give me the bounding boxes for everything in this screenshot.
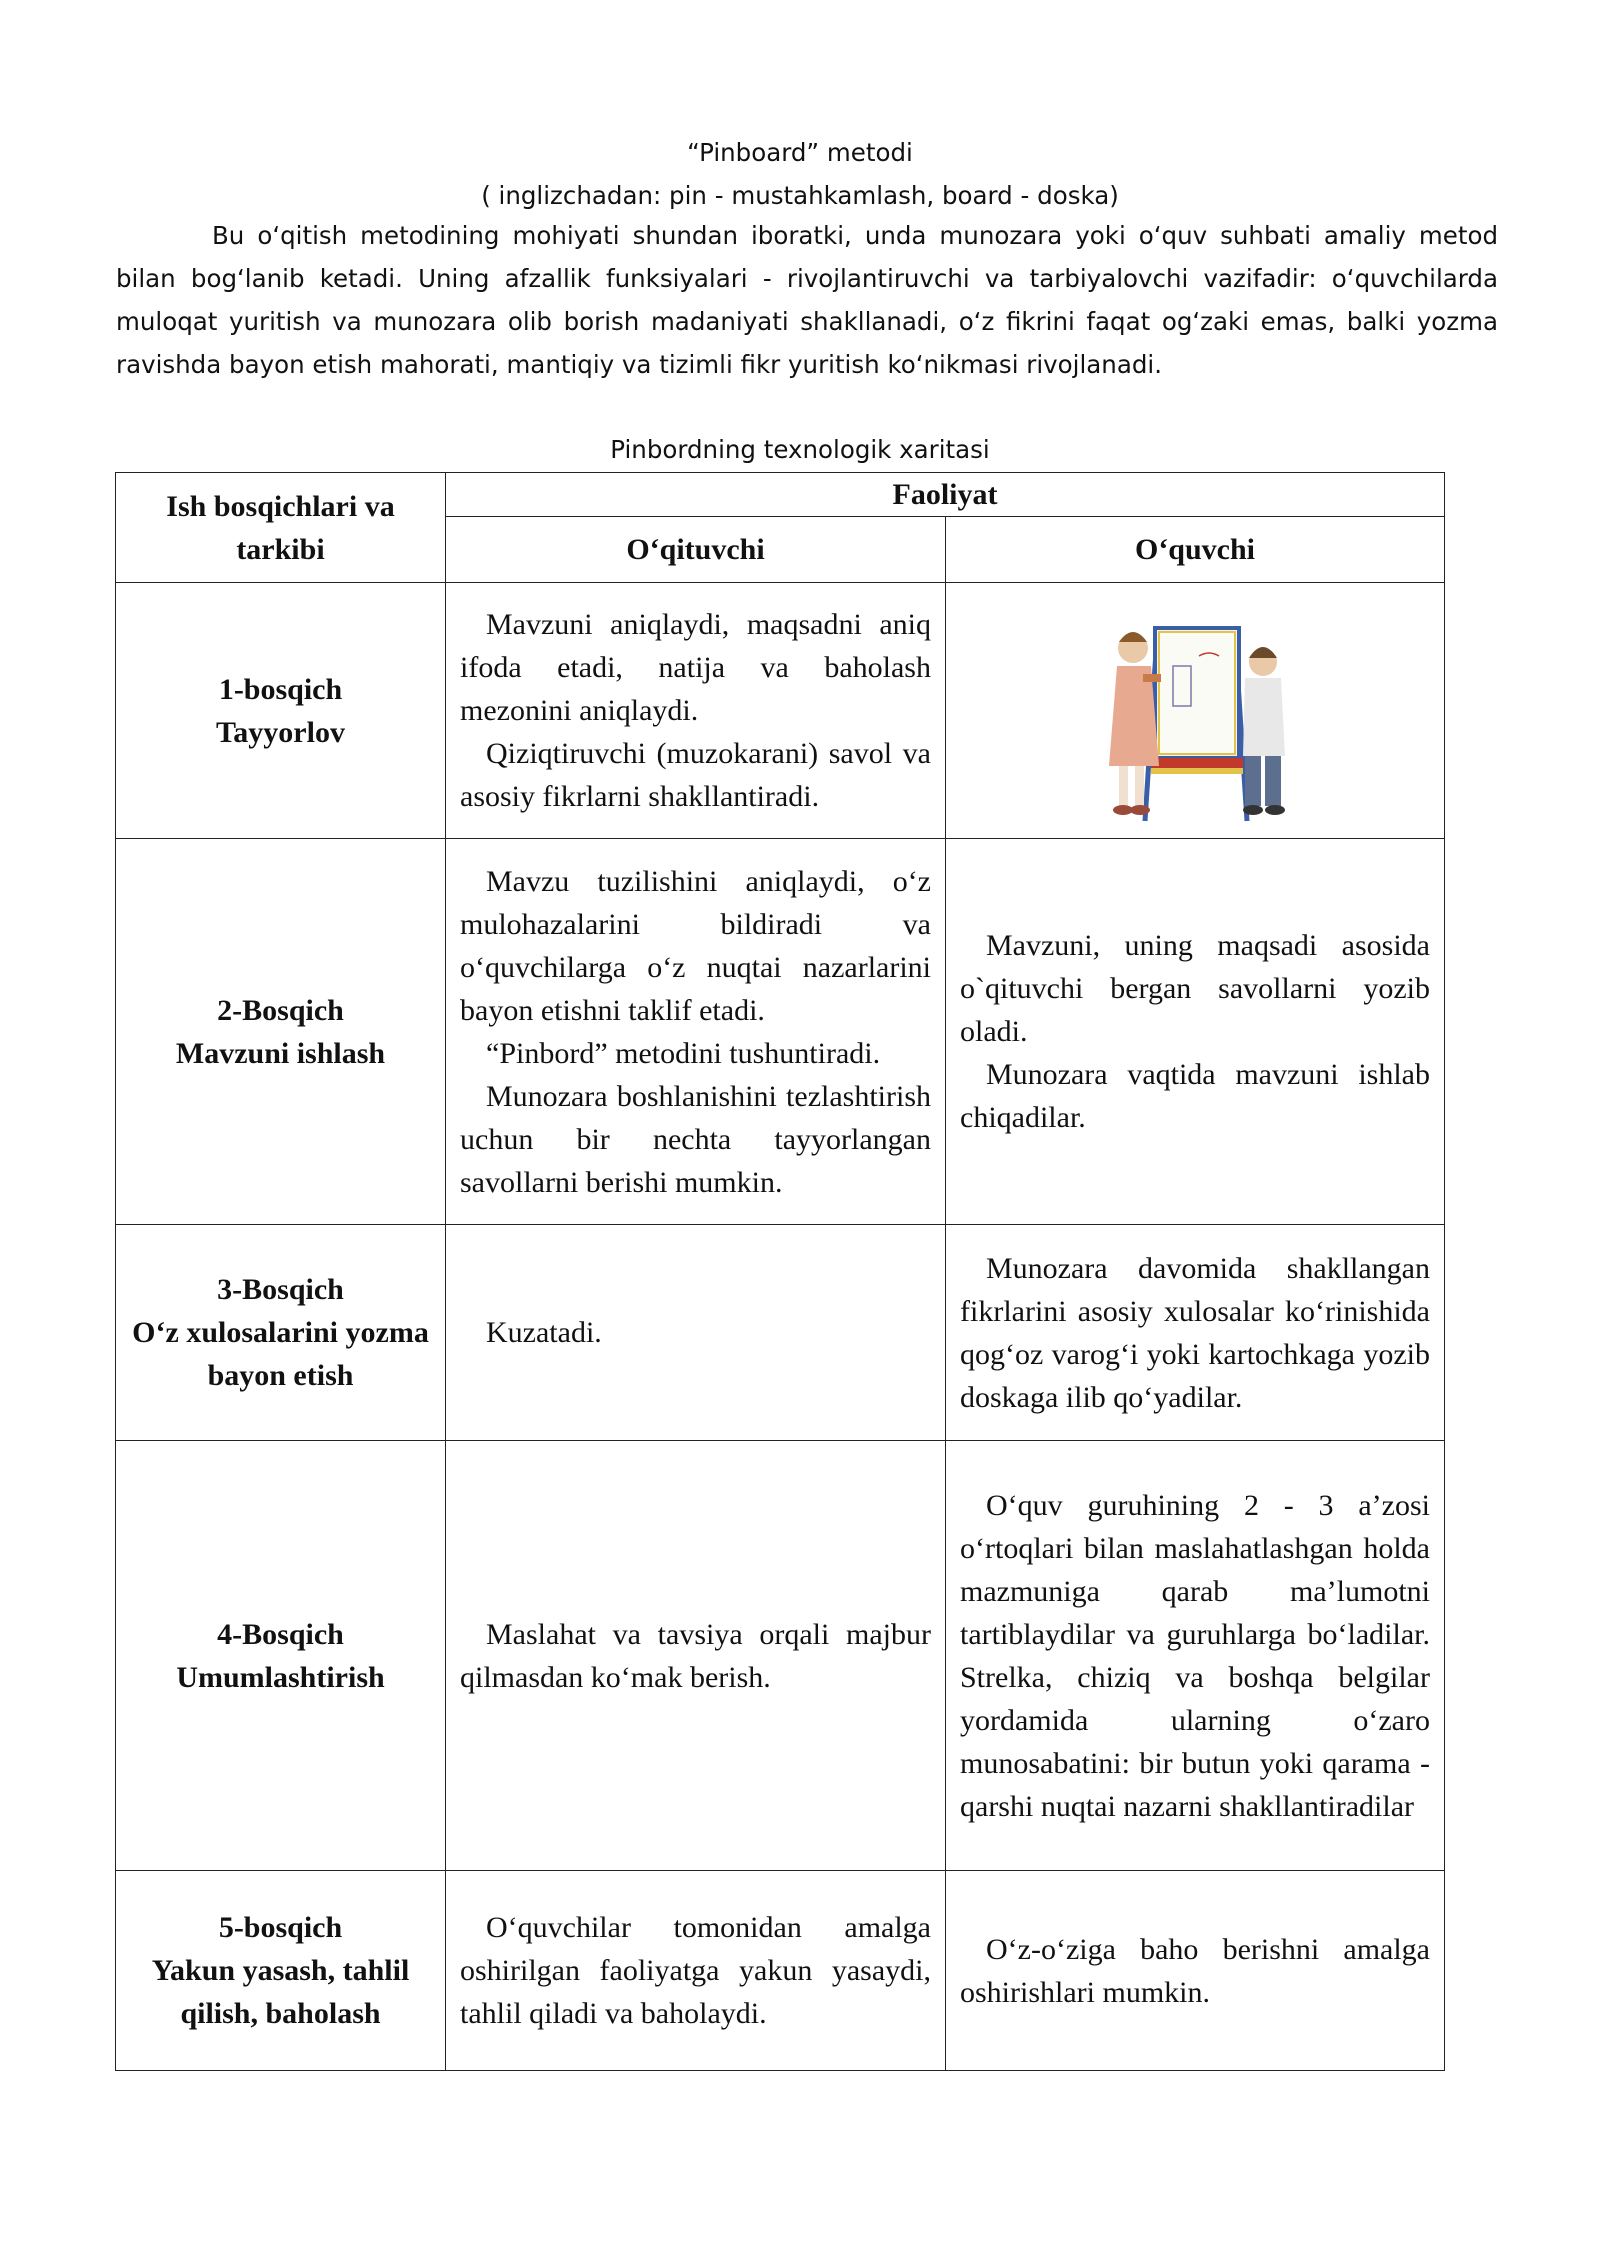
stage-name: Umumlashtirish (176, 1660, 385, 1694)
stage-name: O‘z xulosalarini yozma bayon etish (132, 1316, 429, 1392)
teacher-text: O‘quvchilar tomonidan amalga oshirilgan faoliyatga yakun yasaydi, tahlil qiladi va baholaydi. (460, 1911, 931, 2030)
intro-paragraph (116, 214, 1498, 386)
stage-name: Mavzuni ishlash (175, 1036, 386, 1070)
student-text: Munozara vaqtida mavzuni ishlab chiqadilar. (960, 1058, 1430, 1134)
document-title: “Pinboard” metodi (687, 138, 913, 167)
technology-map-table (115, 472, 1445, 2071)
header-stages: Ish bosqichlari va tarkibi (116, 473, 446, 583)
student-cell (946, 1871, 1445, 2071)
stage-cell (116, 839, 446, 1225)
student-text: O‘z-o‘ziga baho berishni amalga oshirishlari mumkin. (960, 1932, 1430, 2009)
stage-cell (116, 1871, 446, 2071)
header-teacher: O‘qituvchi (446, 517, 946, 583)
table-caption: Pinbordning texnologik xaritasi (610, 435, 990, 464)
student-cell (946, 1441, 1445, 1871)
student-text: Mavzuni, uning maqsadi asosida o`qituvchi bergan savollarni yozib oladi. (960, 929, 1430, 1048)
stage-number: 1-bosqich (218, 672, 343, 706)
student-text: Munozara davomida shakllangan fikrlarini asosiy xulosalar ko‘rinishida qog‘oz varog‘i yoki kartochkaga yozib doskaga ilib qo‘yadilar. (960, 1251, 1430, 1414)
header-student: O‘quvchi (946, 517, 1445, 583)
teacher-text: “Pinbord” metodini tushuntiradi. (486, 1036, 881, 1070)
teacher-text: Mavzuni aniqlaydi, maqsadni aniq ifoda etadi, natija va baholash mezonini aniqlaydi. (460, 608, 931, 727)
stage-name: Yakun yasash, tahlil qilish, baholash (151, 1954, 410, 2030)
table-row (116, 1225, 1445, 1441)
student-text: O‘quv guruhining 2 - 3 a’zosi o‘rtoqlari bilan maslahatlashgan holda mazmuniga qarab ma’lumotni tartiblaydilar va guruhlarga bo‘ladilar. Strelka, chiziq va boshqa belgilar yordamida ularning o‘zaro munosabatini: bir butun yoki qarama - qarshi nuqtai nazarni shakllantiradilar (960, 1488, 1430, 1823)
teacher-cell (446, 1225, 946, 1441)
header-activity: Faoliyat (446, 473, 1445, 517)
document-subtitle: ( inglizchadan: pin - mustahkamlash, board - doska) (481, 181, 1119, 210)
intro-text: Bu o‘qitish metodining mohiyati shundan iboratki, unda munozara yoki o‘quv suhbati amaliy metod bilan bog‘lanib ketadi. Uning afzallik funksiyalari - rivojlantiruvchi va tarbiyalovchi vazifadir: o‘quvchilarda muloqat yuritish va munozara olib borish madaniyati shakllanadi, o‘z fikrini faqat og‘zaki emas, balki yozma ravishda bayon etish mahorati, mantiqiy va tizimli fikr yuritish ko‘nikmasi rivojlanadi. (116, 221, 1498, 379)
student-cell (946, 1225, 1445, 1441)
teacher-text: Mavzu tuzilishini aniqlaydi, o‘z mulohazalarini bildiradi va o‘quvchilarga o‘z nuqtai nazarlarini bayon etishni taklif etadi. (460, 864, 931, 1027)
teacher-text: Maslahat va tavsiya orqali majbur qilmasdan ko‘mak berish. (460, 1617, 931, 1694)
teacher-cell (446, 583, 946, 839)
teacher-cell (446, 839, 946, 1225)
stage-number: 5-bosqich (218, 1911, 343, 1944)
stage-number: 3-Bosqich (217, 1273, 344, 1306)
stage-number: 2-Bosqich (217, 993, 344, 1027)
table-row (116, 583, 1445, 839)
table-row (116, 1871, 1445, 2071)
stage-cell (116, 1441, 446, 1871)
stage-number: 4-Bosqich (217, 1617, 344, 1651)
teacher-cell (446, 1871, 946, 2071)
table-row (116, 1441, 1445, 1871)
student-cell (946, 839, 1445, 1225)
stage-cell (116, 1225, 446, 1441)
stage-name: Tayyorlov (216, 715, 345, 749)
student-image-cell (946, 583, 1445, 839)
teacher-text: Kuzatadi. (486, 1316, 602, 1349)
table-header-row (116, 473, 1445, 517)
children-at-easel-illustration (1095, 596, 1295, 826)
teacher-text: Munozara boshlanishini tezlashtirish uchun bir nechta tayyorlangan savollarni berishi mumkin. (460, 1079, 931, 1199)
table-row (116, 839, 1445, 1225)
teacher-text: Qiziqtiruvchi (muzokarani) savol va asosiy fikrlarni shakllantiradi. (460, 737, 931, 813)
stage-cell (116, 583, 446, 839)
teacher-cell (446, 1441, 946, 1871)
